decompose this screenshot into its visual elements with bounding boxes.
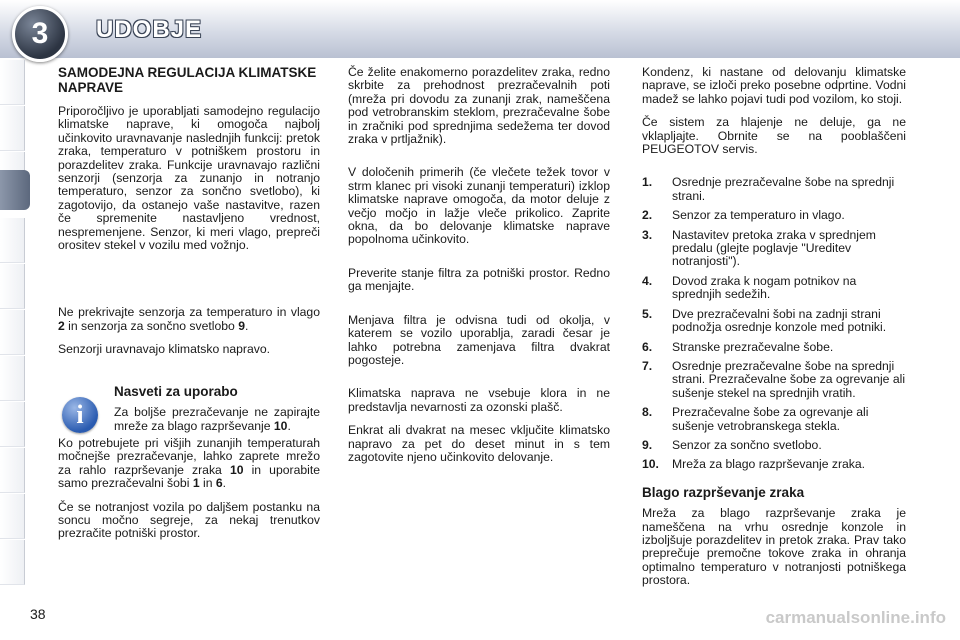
column-1 bbox=[58, 66, 320, 551]
list-item: 5. Dve prezračevalni šobi na zadnji strani podnožja osrednje konzole med potniki. bbox=[642, 306, 887, 335]
airflow-paragraph: Če želite enakomerno porazdelitev zraka, redno skrbite za prehodnost prezračevalnih poti (mreža pri dovodu za zunanji zrak, nameščena pod vetrobranskim steklom, prezračevalne šobe in zračniki pod sprednjima sedežema ter dovod zraka v prtljažnik). bbox=[348, 65, 610, 147]
diffuser-heading: Blago razprševanje zraka bbox=[642, 484, 805, 500]
side-tab[interactable] bbox=[0, 60, 25, 105]
tips-title: Nasveti za uporabo bbox=[114, 383, 238, 399]
side-tab[interactable] bbox=[0, 540, 25, 585]
filter-paragraph: Preverite stanje filtra za potniški prostor. Redno ga menjajte. bbox=[348, 265, 610, 294]
tips-text: Za boljše prezračevanje ne zapirajte mreže za blago razprševanje 10. bbox=[114, 405, 320, 433]
column-2 bbox=[348, 66, 610, 474]
side-tab-active[interactable] bbox=[0, 170, 30, 210]
sensor-paragraph: Ne prekrivajte senzorja za temperaturo in vlago 2 in senzorja za sončno svetlobo 9. bbox=[58, 305, 320, 333]
tips-box bbox=[58, 385, 320, 433]
list-item: 6. Stranske prezračevalne šobe. bbox=[642, 339, 834, 354]
watermark: carmanualsonline.info bbox=[765, 608, 946, 627]
side-tab[interactable] bbox=[0, 402, 25, 447]
condensation-paragraph: Kondenz, ki nastane od delovanju klimatske naprave, se izloči preko posebne odprtine. Vodni madež se lahko pojavi tudi pod vozilom, ko stoji. bbox=[642, 65, 906, 106]
side-tab[interactable] bbox=[0, 448, 25, 493]
page-number: 38 bbox=[30, 606, 46, 622]
side-tab[interactable] bbox=[0, 356, 25, 401]
towing-paragraph: V določenih primerih (če vlečete težek tovor v strm klanec pri visoki zunanji temperaturi) izklop klimatske naprave omogoča, da motor deluje z večjo močjo in lažje vleče prikolico. Zaprite okna, da bo delovanje klimatske naprave popolnoma učinkovito. bbox=[348, 165, 610, 247]
filter-change-paragraph: Menjava filtra je odvisna tudi od okolja, v katerem se vozilo uporablja, zaradi česar je lahko potrebna zamenjava filtra dvakrat pogosteje. bbox=[348, 312, 610, 367]
diffuser-paragraph: Mreža za blago razprševanje zraka je nameščena na vrhu osrednje konzole in izboljšuje porazdelitev in pretok zraka. Prav tako preprečuje premočne tokove zraka in ohranja optimalno temperaturo v notranjosti potniškega prostora. bbox=[642, 506, 906, 588]
chapter-number-badge: 3 bbox=[12, 6, 68, 62]
list-item: 9. Senzor za sončno svetlobo. bbox=[642, 437, 822, 452]
section-title: SAMODEJNA REGULACIJA KLIMATSKE NAPRAVE bbox=[58, 65, 317, 95]
list-item: 1. Osrednje prezračevalne šobe na sprednji strani. bbox=[642, 175, 895, 203]
side-tab[interactable] bbox=[0, 264, 25, 309]
list-item: 3. Nastavitev pretoka zraka v sprednjem predalu (glejte poglavje "Ureditev notranjosti"). bbox=[642, 227, 876, 269]
heat-paragraph: Če se notranjost vozila po daljšem postanku na soncu močno segreje, za nekaj trenutkov prezračite potniški prostor. bbox=[58, 499, 320, 541]
column-3 bbox=[642, 66, 906, 598]
monthly-paragraph: Enkrat ali dvakrat na mesec vključite klimatsko napravo za pet do deset minut in s tem zagotovite njeno učinkovito delovanje. bbox=[348, 423, 610, 464]
side-tab[interactable] bbox=[0, 494, 25, 539]
list-item: 4. Dovod zraka k nogam potnikov na sprednjih sedežih. bbox=[642, 273, 857, 302]
side-tabs bbox=[0, 58, 30, 640]
side-tab[interactable] bbox=[0, 106, 25, 151]
chlorine-paragraph: Klimatska naprava ne vsebuje klora in ne predstavlja nevarnosti za ozonski plašč. bbox=[348, 386, 610, 414]
intro-paragraph: Priporočljivo je uporabljati samodejno regulacijo klimatske naprave, ki omogoča najbolj učinkovito uravnavanje naslednjih funkcij: pretok zraka, temperaturo v potniškem prostoru in porazdelitev zraka. Funkcije uravnavajo različni senzorji (senzorja za zunanjo in notranjo temperaturo, senzor za sončno svetlobo), ki zagotovijo, da ostanejo vaše nastavitve, razen če spremenite nastavljeno vrednost, nespremenjene. Senzor, ki meri vlago, prepreči orositev stekel v vozilu med vožnjo. bbox=[58, 104, 320, 253]
list-item: 10. Mreža za blago razprševanje zraka. bbox=[642, 457, 866, 472]
vents-legend-list bbox=[642, 176, 906, 471]
side-tab[interactable] bbox=[0, 218, 25, 263]
list-item: 7. Osrednje prezračevalne šobe na sprednji strani. Prezračevalne šobe za ogrevanje ali sušenje stekel na sprednjih vratih. bbox=[642, 358, 906, 400]
chapter-header bbox=[0, 0, 960, 58]
service-paragraph: Če sistem za hlajenje ne deluje, ga ne vklapljajte. Obrnite se na pooblaščeni PEUGEOTOV servis. bbox=[642, 115, 906, 157]
list-item: 8. Prezračevalne šobe za ogrevanje ali sušenje vetrobranskega stekla. bbox=[642, 405, 869, 433]
ventilation-paragraph: Ko potrebujete pri višjih zunanjih temperaturah močnejše prezračevanje, lahko zaprete mrežo za rahlo razprševanje zraka 10 in uporabite samo prezračevalni šobi 1 in 6. bbox=[58, 435, 320, 491]
sensor-note: Senzorji uravnavajo klimatsko napravo. bbox=[58, 342, 271, 357]
info-icon: i bbox=[62, 397, 98, 433]
list-item: 2. Senzor za temperaturo in vlago. bbox=[642, 208, 845, 223]
side-tab[interactable] bbox=[0, 310, 25, 355]
chapter-title: UDOBJE bbox=[96, 16, 203, 43]
